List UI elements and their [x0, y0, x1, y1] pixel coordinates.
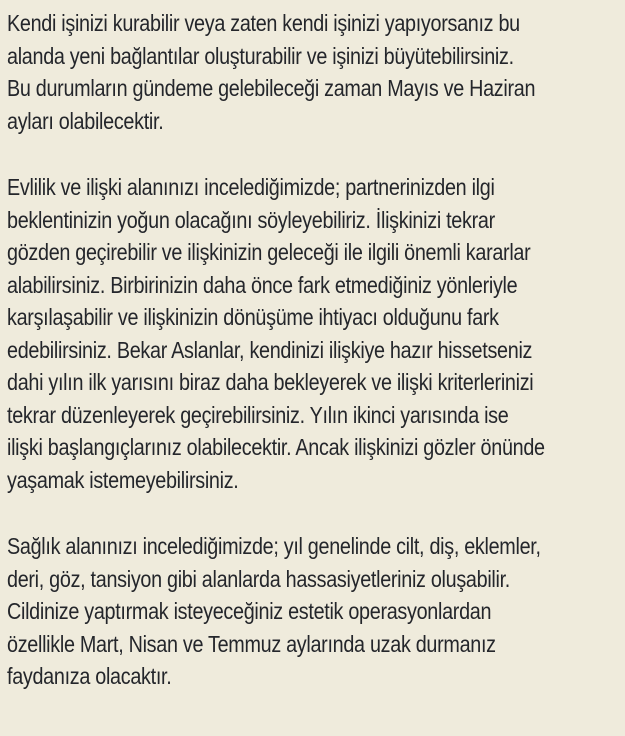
text-line: deri, göz, tansiyon gibi alanlarda hassasiyetleriniz oluşabilir.: [7, 565, 511, 592]
text-line: alanda yeni bağlantılar oluşturabilir ve işinizi büyütebilirsiniz.: [7, 42, 514, 69]
text-line: ilişki başlangıçlarınız olabilecektir. Ancak ilişkinizi gözler önünde: [7, 434, 545, 460]
text-line: edebilirsiniz. Bekar Aslanlar, kendinizi ilişkiye hazır hissetseniz: [7, 336, 533, 363]
text-line: yaşamak istemeyebilirsiniz.: [7, 466, 239, 493]
text-line: Sağlık alanınızı incelediğimizde; yıl genelinde cilt, diş, eklemler,: [7, 533, 541, 559]
text-line: ayları olabilecektir.: [7, 107, 164, 134]
paragraph-spacer: [7, 137, 619, 171]
paragraph-spacer: [7, 496, 619, 530]
text-line: Cildinize yaptırmak isteyeceğiniz estetik operasyonlardan: [7, 598, 492, 624]
text-line: dahi yılın ilk yarısını biraz daha bekleyerek ve ilişki kriterlerinizi: [7, 369, 534, 395]
text-line: faydanıza olacaktır.: [7, 663, 172, 689]
text-line: gözden geçirebilir ve ilişkinizin geleceği ile ilgili önemli kararlar: [7, 239, 531, 265]
paragraph-career: [7, 7, 619, 137]
text-line: Kendi işinizi kurabilir veya zaten kendi işinizi yapıyorsanız bu: [7, 10, 520, 36]
text-line: alabilirsiniz. Birbirinizin daha önce fark etmediğiniz yönleriyle: [7, 271, 518, 298]
paragraph-relationship: [7, 171, 619, 496]
paragraph-health: [7, 530, 619, 693]
text-line: özellikle Mart, Nisan ve Temmuz aylarında uzak durmanız: [7, 630, 496, 657]
text-line: Evlilik ve ilişki alanınızı incelediğimizde; partnerinizden ilgi: [7, 174, 495, 200]
text-line: tekrar düzenleyerek geçirebilirsiniz. Yılın ikinci yarısında ise: [7, 401, 509, 428]
text-line: karşılaşabilir ve ilişkinizin dönüşüme ihtiyacı olduğunu fark: [7, 304, 499, 330]
text-line: beklentinizin yoğun olacağını söyleyebiliriz. İlişkinizi tekrar: [7, 206, 495, 233]
text-line: Bu durumların gündeme gelebileceği zaman Mayıs ve Haziran: [7, 75, 536, 101]
